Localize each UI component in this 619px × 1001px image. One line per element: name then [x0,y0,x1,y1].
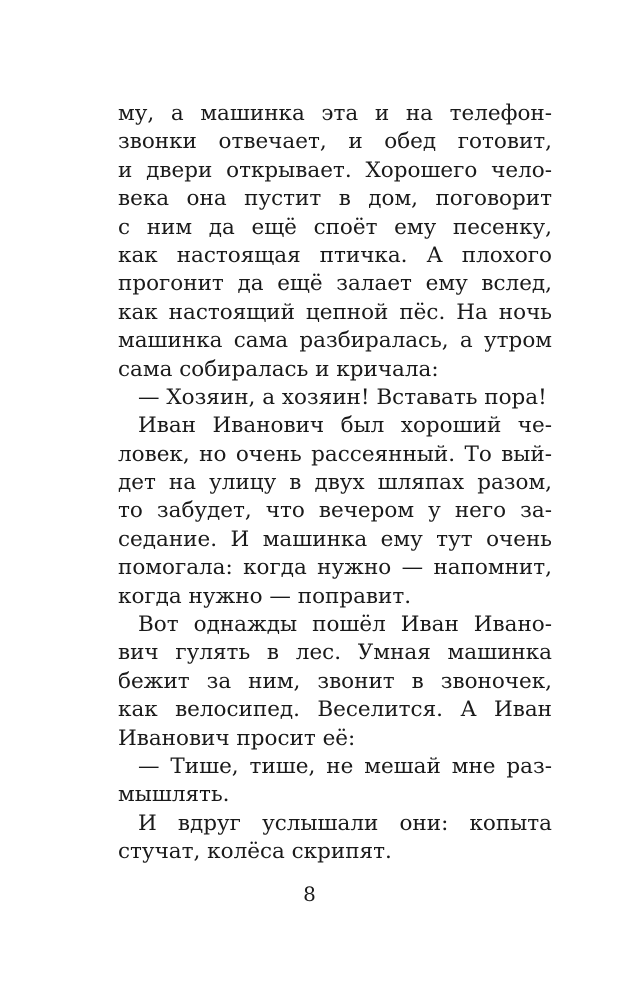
text-line: и двери открывает. Хорошего чело- [118,157,552,183]
text-line: звонки отвечает, и обед готовит, [118,129,552,155]
text-line: то забудет, что вечером у него за- [118,498,552,524]
text-line: вич гулять в лес. Умная машинка [118,640,552,666]
text-line: сама собиралась и кричала: [118,356,439,382]
text-line: бежит за ним, звонит в звоночек, [118,668,552,694]
text-line: века она пустит в дом, поговорит [118,186,552,212]
text-line: как велосипед. Веселится. А Иван [118,697,552,723]
text-line: дет на улицу в двух шляпах разом, [118,470,552,496]
text-line: И вдруг услышали они: копыта [138,810,552,836]
text-line: когда нужно — поправит. [118,583,412,609]
page-number: 8 [303,882,316,906]
text-line: как настоящий цепной пёс. На ночь [118,299,552,325]
text-line: с ним да ещё споёт ему песенку, [118,214,552,240]
text-line: — Хозяин, а хозяин! Вставать пора! [138,384,547,410]
text-line: стучат, колёса скрипят. [118,839,392,865]
text-line: ловек, но очень рассеянный. То вый- [118,441,552,467]
text-line: мышлять. [118,782,230,808]
page-text [118,100,552,867]
text-line: Вот однажды пошёл Иван Ивано- [138,612,552,638]
text-line: машинка сама разбиралась, а утром [118,328,552,354]
text-line: Иванович просит её: [118,725,356,751]
text-line: как настоящая птичка. А плохого [118,242,552,268]
text-line: Иван Иванович был хороший че- [138,413,552,439]
text-line: прогонит да ещё залает ему вслед, [118,271,552,297]
text-line: седание. И машинка ему тут очень [118,526,552,552]
text-line: — Тише, тише, не мешай мне раз- [138,753,552,779]
text-line: му, а машинка эта и на телефон- [118,101,552,126]
text-line: помогала: когда нужно — напомнит, [118,555,552,581]
